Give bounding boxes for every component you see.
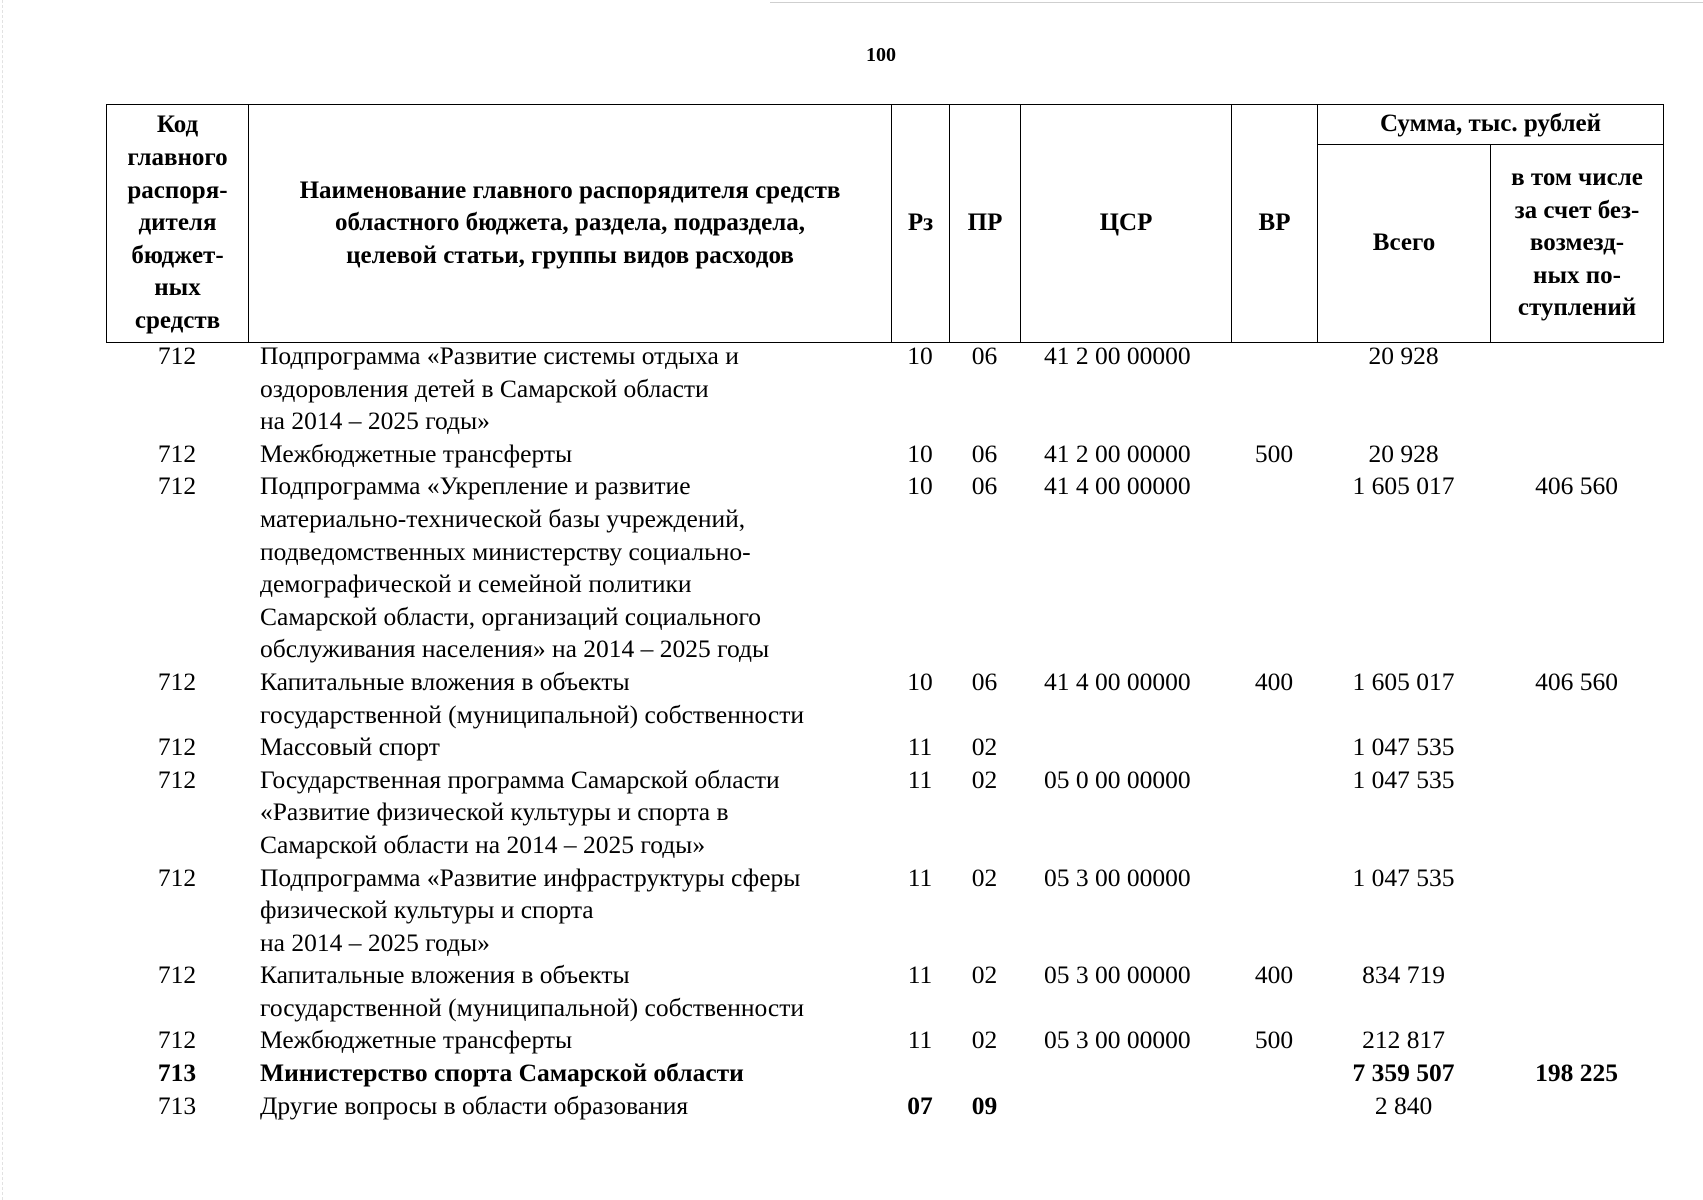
cell-name-line: Министерство спорта Самарской области [260,1058,744,1088]
table-row [106,438,1663,471]
table-row [106,1057,1663,1090]
cell-vr [1231,470,1317,666]
cell-total: 1 047 535 [1352,764,1455,794]
cell-vr [1231,862,1317,960]
cell-free [1490,1024,1663,1057]
cell-name [248,470,891,666]
cell-kod: 712 [157,471,197,501]
cell-name-line: Межбюджетные трансферты [260,438,573,468]
cell-vr: 500 [1254,438,1294,468]
header-kod-line: средств [134,306,221,334]
header-free [1491,145,1664,343]
cell-name [248,1024,891,1057]
cell-name-line: Капитальные вложения в объекты [260,960,630,990]
table-row [106,666,1663,731]
cell-vr [1231,340,1317,438]
cell-total: 1 605 017 [1352,666,1455,696]
page-number: 100 [866,44,896,66]
cell-csr [1020,731,1231,764]
table-row [106,1090,1663,1123]
header-vr: ВР [1232,105,1318,343]
cell-pr: 02 [971,732,998,762]
cell-name [248,731,891,764]
page-edge-line [2,0,3,1200]
header-free-line: ступлений [1517,294,1637,322]
header-kod-line: Код [156,111,199,139]
cell-rz: 11 [907,764,933,794]
table-row [106,764,1663,862]
cell-name [248,1090,891,1123]
cell-name-line: физической культуры и спорта [260,895,594,925]
cell-rz: 10 [907,666,933,696]
cell-free [1490,438,1663,471]
cell-name-line: Межбюджетные трансферты [260,1025,573,1055]
cell-name-line: Массовый спорт [260,732,440,762]
table-rows [106,340,1663,1122]
header-kod-line: главного [127,144,228,172]
cell-free [1490,1090,1663,1123]
cell-rz: 10 [907,341,933,370]
cell-name [248,959,891,1024]
cell-kod: 713 [157,1090,197,1120]
cell-csr: 41 4 00 00000 [1044,471,1191,501]
cell-rz: 11 [907,862,933,892]
cell-rz: 10 [907,471,933,501]
cell-name-line: Подпрограмма «Развитие инфраструктуры сферы [260,862,801,892]
cell-name [248,666,891,731]
cell-csr: 05 3 00 00000 [1044,1025,1191,1055]
cell-pr: 09 [971,1090,998,1120]
cell-name-line: государственной (муниципальной) собственности [260,992,805,1022]
table-body [106,340,1663,1122]
cell-total: 20 928 [1368,341,1439,370]
table-row [106,959,1663,1024]
cell-csr: 41 4 00 00000 [1044,666,1191,696]
cell-total: 1 047 535 [1352,732,1455,762]
header-kod [107,105,249,343]
header-kod-line: бюджет- [131,241,224,269]
cell-name [248,438,891,471]
cell-pr: 02 [971,960,998,990]
header-name-line: Наименование главного распорядителя средств [299,176,841,204]
cell-csr [1020,1090,1231,1123]
cell-kod: 712 [157,666,197,696]
cell-total: 1 047 535 [1352,862,1455,892]
cell-free: 406 560 [1535,471,1618,501]
cell-total: 20 928 [1368,438,1439,468]
cell-name-line: Государственная программа Самарской области [260,764,780,794]
cell-name-line: «Развитие физической культуры и спорта в [260,797,729,827]
cell-kod: 712 [157,438,197,468]
cell-csr: 05 3 00 00000 [1044,960,1191,990]
cell-vr: 500 [1254,1025,1294,1055]
cell-rz [891,1057,949,1090]
cell-name-line: на 2014 – 2025 годы» [260,406,490,436]
header-kod-line: дителя [138,209,217,237]
cell-vr [1231,1090,1317,1123]
header-sum: Сумма, тыс. рублей [1318,105,1664,145]
cell-vr [1231,764,1317,862]
cell-free [1490,959,1663,1024]
cell-pr: 06 [971,471,998,501]
header-name-line: целевой статьи, группы видов расходов [346,241,794,269]
cell-total: 834 719 [1362,960,1445,990]
cell-name-line: Самарской области на 2014 – 2025 годы» [260,829,706,859]
cell-pr: 06 [971,438,998,468]
header-free-line: за счет без- [1514,196,1640,224]
cell-name-line: Самарской области, организаций социального [260,601,762,631]
table-header [106,104,1664,343]
cell-name [248,764,891,862]
cell-pr [949,1057,1020,1090]
cell-csr [1020,1057,1231,1090]
header-kod-line: ных [154,274,201,302]
cell-pr: 02 [971,764,998,794]
cell-free [1490,764,1663,862]
cell-kod: 712 [157,732,197,762]
cell-rz: 11 [907,732,933,762]
cell-total: 7 359 507 [1352,1058,1455,1088]
cell-free [1490,862,1663,960]
header-name-line: областного бюджета, раздела, подраздела, [334,209,806,237]
cell-free: 406 560 [1535,666,1618,696]
cell-pr: 06 [971,341,998,370]
cell-vr: 400 [1254,666,1294,696]
cell-name-line: на 2014 – 2025 годы» [260,927,490,957]
cell-name-line: Подпрограмма «Развитие системы отдыха и [260,341,739,370]
cell-pr: 02 [971,1025,998,1055]
cell-rz: 11 [907,960,933,990]
cell-rz: 07 [907,1090,933,1120]
cell-name-line: подведомственных министерству социально- [260,536,751,566]
header-name [249,105,892,343]
cell-kod: 712 [157,341,197,370]
cell-name-line: Другие вопросы в области образования [260,1090,689,1120]
header-rz: Рз [892,105,950,343]
cell-name-line: материально-технической базы учреждений, [260,503,746,533]
header-csr: ЦСР [1021,105,1232,343]
cell-csr: 05 3 00 00000 [1044,862,1191,892]
cell-name [248,340,891,438]
cell-vr [1231,731,1317,764]
header-free-line: в том числе [1511,164,1643,192]
cell-name-line: государственной (муниципальной) собственности [260,699,805,729]
cell-total: 1 605 017 [1352,471,1455,501]
cell-rz: 10 [907,438,933,468]
cell-rz: 11 [907,1025,933,1055]
cell-kod: 713 [157,1058,197,1088]
table-row [106,731,1663,764]
header-free-line: ных по- [1533,261,1621,289]
header-kod-line: распоря- [127,176,228,204]
cell-name-line: демографической и семейной политики [260,569,692,599]
header-free-line: возмезд- [1529,229,1625,257]
cell-kod: 712 [157,764,197,794]
page-edge-line [770,2,1703,3]
cell-kod: 712 [157,862,197,892]
cell-total: 212 817 [1362,1025,1445,1055]
cell-csr: 41 2 00 00000 [1044,438,1191,468]
cell-free [1490,731,1663,764]
cell-pr: 06 [971,666,998,696]
cell-pr: 02 [971,862,998,892]
cell-kod: 712 [157,960,197,990]
cell-name-line: Подпрограмма «Укрепление и развитие [260,471,691,501]
cell-csr: 05 0 00 00000 [1044,764,1191,794]
header-pr: ПР [950,105,1021,343]
cell-name-line: обслуживания населения» на 2014 – 2025 годы [260,634,770,664]
cell-name-line: оздоровления детей в Самарской области [260,373,709,403]
cell-free [1490,340,1663,438]
table-row [106,1024,1663,1057]
cell-name-line: Капитальные вложения в объекты [260,666,630,696]
cell-vr: 400 [1254,960,1294,990]
header-total: Всего [1318,145,1491,343]
cell-free: 198 225 [1535,1058,1618,1088]
cell-total: 2 840 [1374,1090,1433,1120]
table-row [106,470,1663,666]
cell-name [248,862,891,960]
table-row [106,340,1663,438]
cell-kod: 712 [157,1025,197,1055]
cell-csr: 41 2 00 00000 [1044,341,1191,370]
table-row [106,862,1663,960]
cell-name [248,1057,891,1090]
cell-vr [1231,1057,1317,1090]
